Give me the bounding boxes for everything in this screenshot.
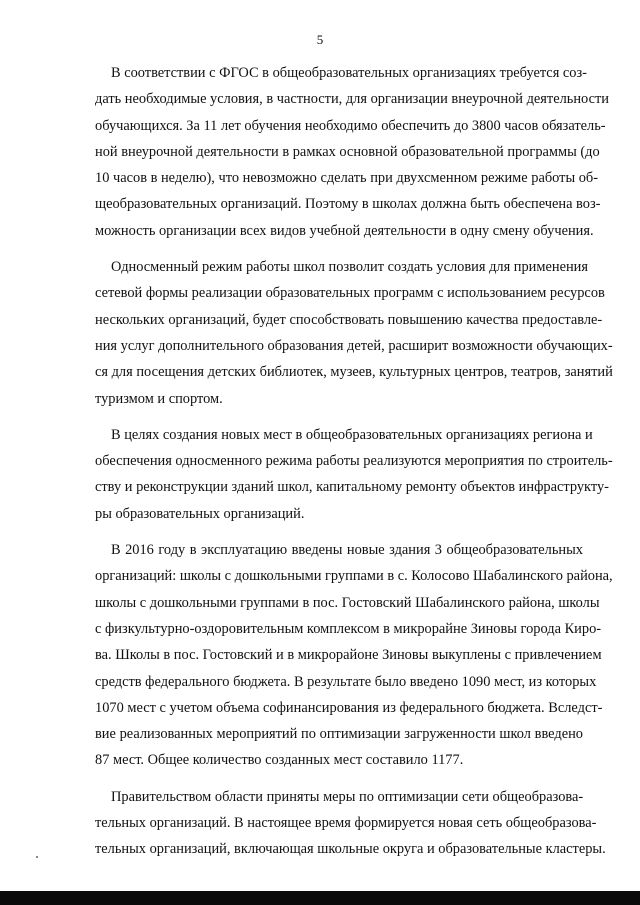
text-line: 87 мест. Общее количество созданных мест составило 1177. <box>95 752 464 769</box>
text-line: ва. Школы в пос. Гостовский и в микрорайоне Зиновы выкуплены с привлечением <box>95 647 602 664</box>
paragraph-gap <box>95 527 583 537</box>
scan-edge-bar <box>0 891 640 905</box>
scan-speck <box>36 856 38 858</box>
text-line: щеобразовательных организаций. Поэтому в школах должна быть обеспечена воз- <box>95 196 601 213</box>
text-line: 1070 мест с учетом объема софинансирования из федерального бюджета. Вследст- <box>95 699 603 716</box>
text-line: с физкультурно-оздоровительным комплексом в микрорайне Зиновы города Киро- <box>95 620 602 637</box>
text-line: В 2016 году в эксплуатацию введены новые здания 3 общеобразовательных <box>111 542 583 559</box>
paragraph-3 <box>95 422 613 527</box>
text-line: можность организации всех видов учебной деятельности в одну смену обучения. <box>95 222 594 239</box>
text-line: тельных организаций, включающая школьные округа и образовательные кластеры. <box>95 841 606 858</box>
paragraph-5 <box>95 784 606 863</box>
body-text <box>95 60 613 863</box>
text-line: ния услуг дополнительного образования детей, расширит возможности обучающих- <box>95 337 613 354</box>
text-line: дать необходимые условия, в частности, для организации внеурочной деятельности <box>95 91 609 108</box>
text-line: Односменный режим работы школ позволит создать условия для применения <box>111 259 588 276</box>
text-line: туризмом и спортом. <box>95 390 223 407</box>
text-line: ры образовательных организаций. <box>95 505 305 522</box>
text-line: вие реализованных мероприятий по оптимизации загруженности школ введено <box>95 726 583 743</box>
text-line: ся для посещения детских библиотек, музеев, культурных центров, театров, занятий <box>95 364 613 381</box>
text-line: тельных организаций. В настоящее время формируется новая сеть общеобразова- <box>95 815 597 832</box>
text-line: В соответствии с ФГОС в общеобразовательных организациях требуется соз- <box>111 65 587 81</box>
text-line: средств федерального бюджета. В результате было введено 1090 мест, из которых <box>95 673 597 690</box>
text-line: ной внеурочной деятельности в рамках основной образовательной программы (до <box>95 143 600 160</box>
text-line: обучающихся. За 11 лет обучения необходимо обеспечить до 3800 часов обязатель- <box>95 117 606 134</box>
paragraph-gap <box>95 774 583 784</box>
text-line: ству и реконструкции зданий школ, капитальному ремонту объектов инфраструкту- <box>95 479 609 496</box>
page-number: 5 <box>316 32 324 47</box>
text-line: нескольких организаций, будет способствовать повышению качества предоставле- <box>95 311 603 328</box>
text-line: обеспечения односменного режима работы реализуются мероприятия по строитель- <box>95 453 613 470</box>
paragraph-1 <box>95 60 609 244</box>
paragraph-2 <box>95 254 613 412</box>
text-line: В целях создания новых мест в общеобразовательных организациях региона и <box>111 426 593 443</box>
text-line: сетевой формы реализации образовательных программ с использованием ресурсов <box>95 285 605 302</box>
paragraph-gap <box>95 244 583 254</box>
paragraph-gap <box>95 412 583 422</box>
text-line: школы с дошкольными группами в пос. Гостовский Шабалинского района, школы <box>95 594 600 611</box>
text-line: 10 часов в неделю), что невозможно сделать при двухсменном режиме работы об- <box>95 170 599 187</box>
text-line: Правительством области приняты меры по оптимизации сети общеобразова- <box>111 788 584 805</box>
paragraph-4 <box>95 537 613 774</box>
text-line: организаций: школы с дошкольными группами в с. Колосово Шабалинского района, <box>95 568 613 585</box>
